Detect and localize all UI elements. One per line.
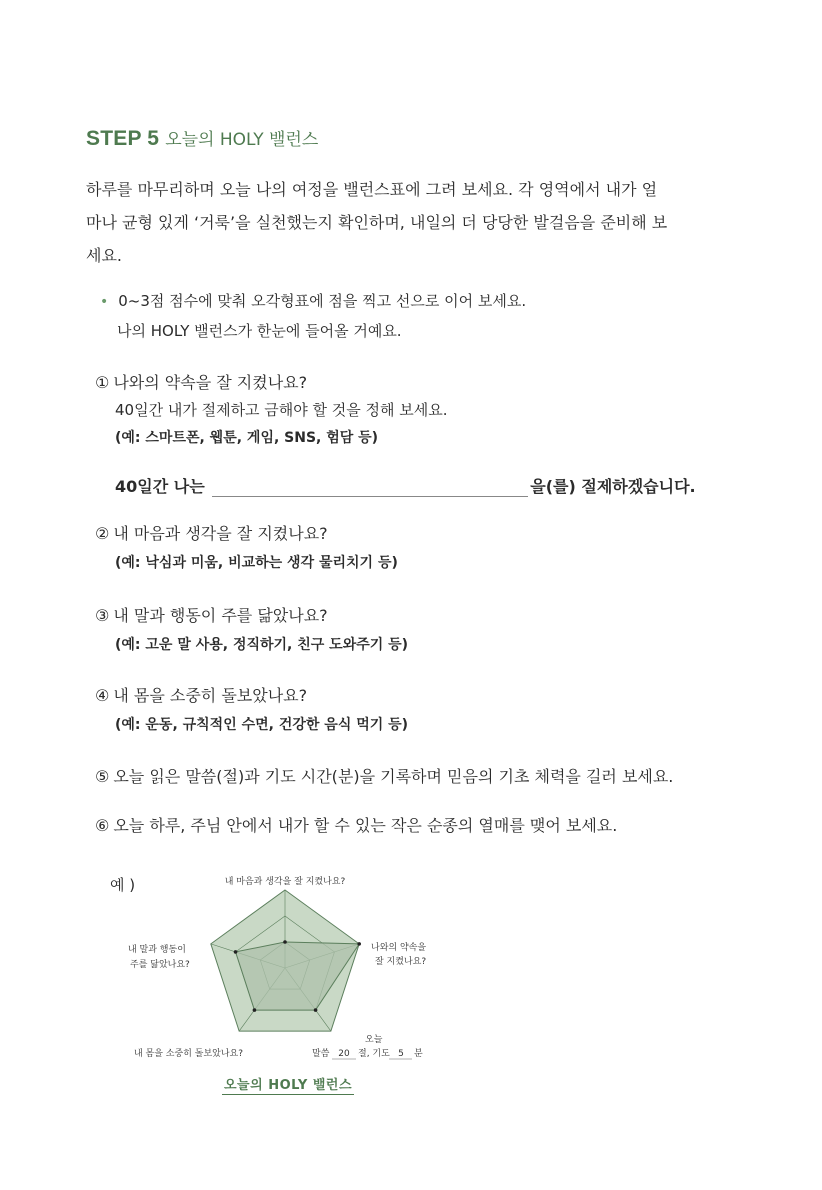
- axis-label-right-1: 나와의 약속을: [371, 943, 427, 953]
- question-number: ⑤: [95, 767, 110, 786]
- radar-point-1: [283, 940, 287, 944]
- holy-balance-example: [100, 860, 480, 1110]
- radar-point-4: [253, 1008, 257, 1012]
- question-number: ①: [95, 373, 110, 392]
- fill-prefix: 40일간 나는: [115, 477, 205, 496]
- bullet-line: 0~3점 점수에 맞춰 오각형표에 점을 찍고 선으로 이어 보세요.: [118, 292, 527, 310]
- axis-label-bottom-right-mid: 절, 기도: [358, 1049, 390, 1059]
- axis-label-top: 내 마음과 생각을 잘 지켰나요?: [224, 877, 346, 887]
- axis-label-bottom-right-prefix: 말씀: [312, 1049, 330, 1059]
- intro-line: 하루를 마무리하며 오늘 나의 여정을 밸런스표에 그려 보세요. 각 영역에서 내가 얼: [86, 180, 658, 199]
- radar-point-5: [234, 950, 238, 954]
- question-6: [95, 813, 617, 836]
- question-title: 내 마음과 생각을 잘 지켰나요?: [113, 524, 328, 543]
- question-title: 내 말과 행동이 주를 닮았나요?: [113, 606, 328, 625]
- instruction-bullet: [100, 287, 526, 346]
- question-1: [95, 370, 448, 447]
- axis-label-right-2: 잘 지켰나요?: [375, 957, 427, 967]
- step-label: STEP 5: [86, 127, 160, 150]
- question-4: [95, 683, 408, 734]
- example-label: 예 ): [110, 876, 136, 894]
- question-2: [95, 521, 398, 572]
- question-number: ⑥: [95, 816, 110, 835]
- question-number: ④: [95, 686, 110, 705]
- verse-count: 20: [338, 1049, 350, 1059]
- radar-chart: [100, 860, 480, 1110]
- axis-label-left-1: 내 말과 행동이: [128, 945, 186, 955]
- axis-label-left-2: 주를 닮았나요?: [130, 960, 190, 970]
- abstain-fill-in: [115, 474, 696, 497]
- question-title: 오늘 하루, 주님 안에서 내가 할 수 있는 작은 순종의 열매를 맺어 보세요.: [113, 816, 618, 835]
- question-number: ②: [95, 524, 110, 543]
- question-example: (예: 고운 말 사용, 정직하기, 친구 도와주기 등): [115, 637, 409, 653]
- question-5: [95, 764, 673, 787]
- question-title: 오늘 읽은 말씀(절)과 기도 시간(분)을 기록하며 믿음의 기초 체력을 길러 보세요.: [113, 767, 674, 786]
- question-example: (예: 운동, 규칙적인 수면, 건강한 음식 먹기 등): [115, 717, 409, 733]
- step-subtitle: 오늘의 HOLY 밸런스: [165, 130, 319, 150]
- abstain-blank-field[interactable]: [212, 478, 528, 497]
- prayer-minutes: 5: [398, 1049, 404, 1059]
- radar-point-2: [357, 942, 361, 946]
- intro-line: 마나 균형 있게 ‘거룩’을 실천했는지 확인하며, 내일의 더 당당한 발걸음을 준비해 보: [86, 213, 668, 232]
- intro-line: 세요.: [86, 246, 122, 265]
- radar-point-3: [314, 1008, 318, 1012]
- question-subtext: 40일간 내가 절제하고 금해야 할 것을 정해 보세요.: [115, 401, 448, 419]
- axis-label-bottom-right-suffix: 분: [414, 1049, 423, 1059]
- question-example: (예: 스마트폰, 웹툰, 게임, SNS, 험담 등): [115, 430, 379, 446]
- holy-balance-caption: 오늘의 HOLY 밸런스: [222, 1074, 354, 1095]
- question-example: (예: 낙심과 미움, 비교하는 생각 물리치기 등): [115, 555, 398, 571]
- fill-suffix: 을(를) 절제하겠습니다.: [530, 477, 696, 496]
- intro-paragraph: [86, 173, 736, 272]
- bullet-line: 나의 HOLY 밸런스가 한눈에 들어올 거예요.: [117, 322, 402, 340]
- bullet-icon: •: [100, 294, 109, 310]
- step-heading: [86, 125, 318, 151]
- question-number: ③: [95, 606, 110, 625]
- question-title: 내 몸을 소중히 돌보았나요?: [113, 686, 308, 705]
- question-3: [95, 603, 408, 654]
- axis-label-bottom-left: 내 몸을 소중히 돌보았나요?: [134, 1049, 243, 1059]
- axis-label-bottom-right-top: 오늘: [365, 1035, 383, 1045]
- question-title: 나와의 약속을 잘 지켰나요?: [113, 373, 308, 392]
